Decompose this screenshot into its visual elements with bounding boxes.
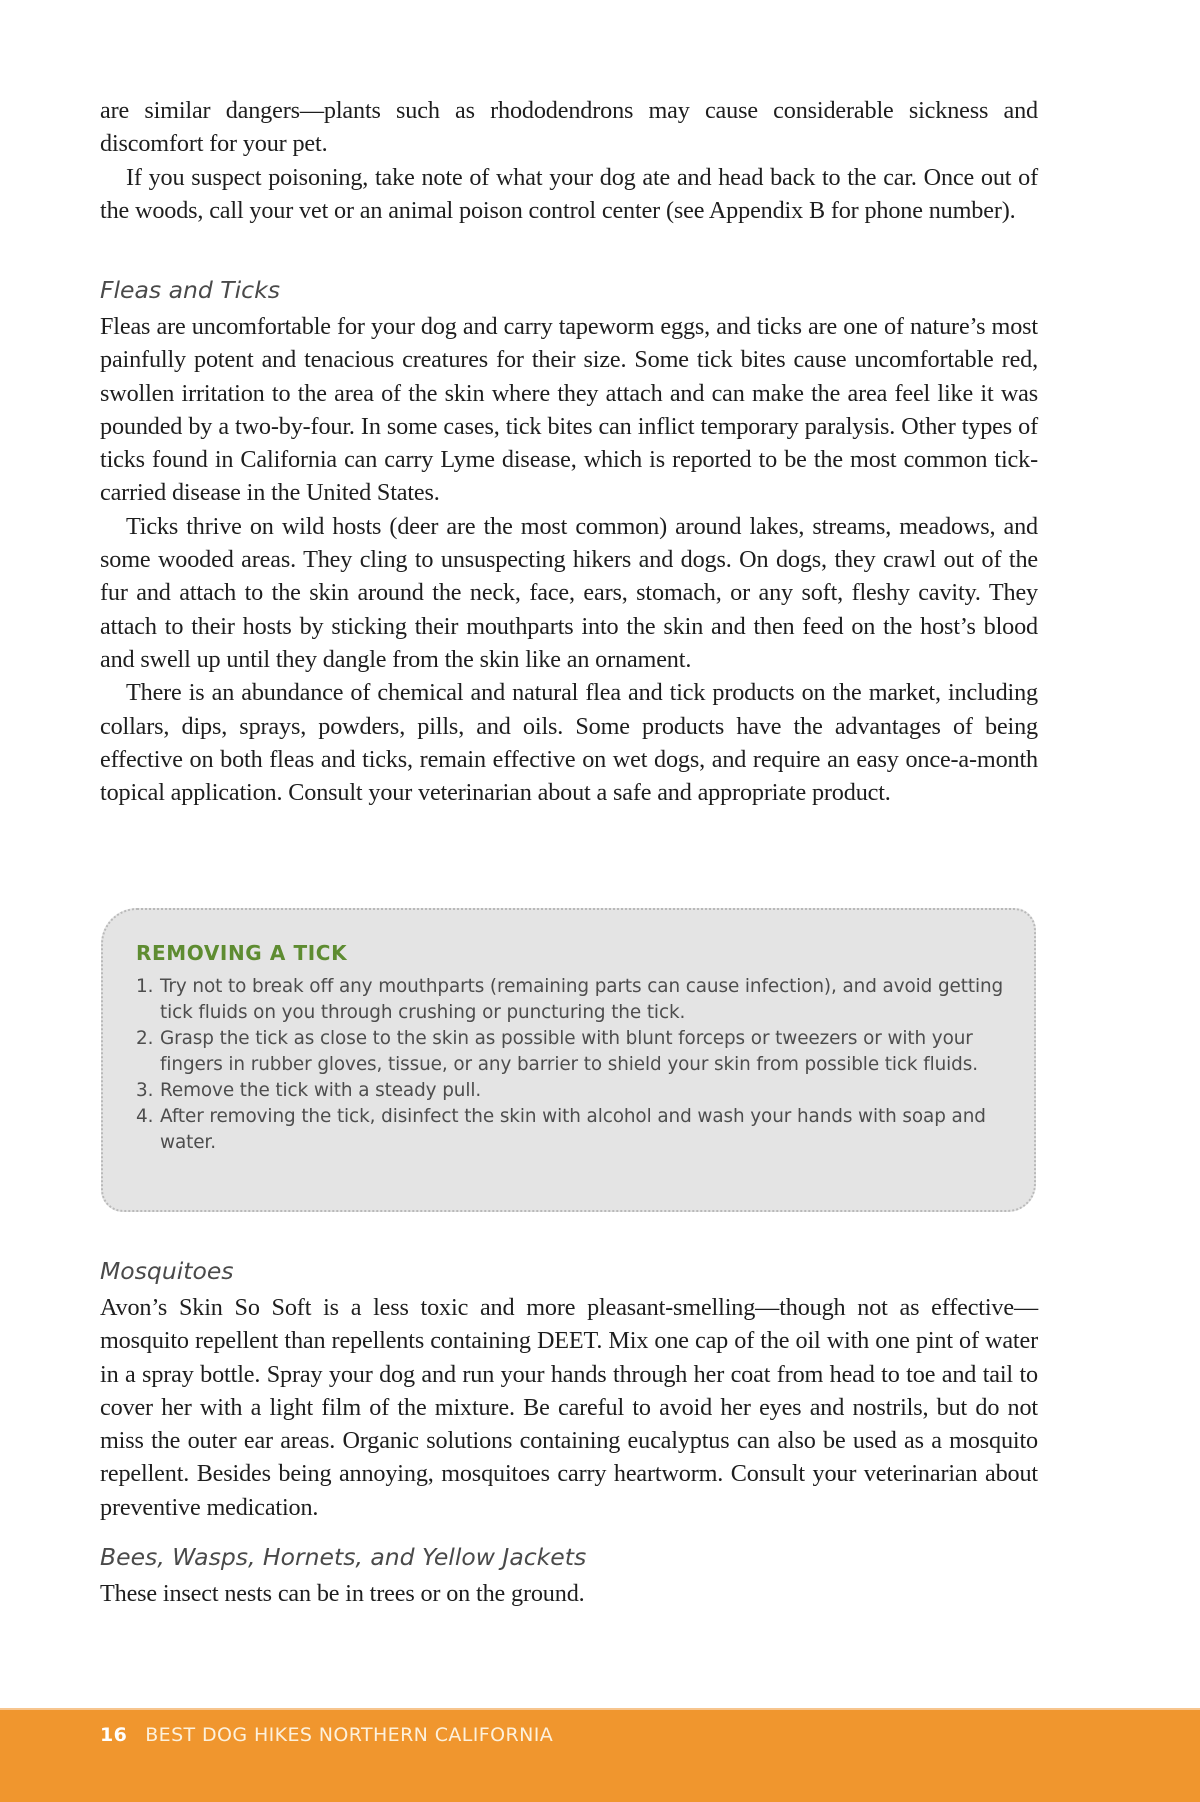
step-number: 2. [136,1028,154,1049]
removing-a-tick-callout [101,908,1036,1212]
step-text: Grasp the tick as close to the skin as possible with blunt forceps or tweezers or with your fingers in rubber gloves, tissue, or any barrier to shield your skin from possible tick fluids. [160,1028,978,1075]
page-footer [0,1708,1200,1802]
step-number: 3. [136,1080,154,1101]
fleas-paragraph-1: Fleas are uncomfortable for your dog and carry tapeworm eggs, and ticks are one of nature’s most painfully potent and tenacious creatures for their size. Some tick bites cause uncomfortable red, swollen irritation to the area of the skin where they attach and can make the area feel like it was pounded by a two-by-four. In some cases, tick bites can inflict temporary paralysis. Other types of ticks found in California can carry Lyme disease, which is reported to be the most common tick-carried disease in the United States. [100,313,1038,507]
mosquitoes-paragraph: Avon’s Skin So Soft is a less toxic and more pleasant-smelling—though not as effective—mosquito repellent than repellents containing DEET. Mix one cap of the oil with one pint of water in a spray bottle. Spray your dog and run your hands through her coat from head to toe and tail to cover her with a light film of the mixture. Be careful to avoid her eyes and nostrils, but do not miss the outer ear areas. Organic solutions containing eucalyptus can also be used as a mosquito repellent. Besides being annoying, mosquitoes carry heartworm. Consult your veterinarian about preventive medication. [100,1294,1038,1521]
bees-heading: Bees, Wasps, Hornets, and Yellow Jackets [100,1543,587,1571]
callout-title: REMOVING A TICK [136,941,348,965]
bees-section [100,1577,1038,1610]
step-text: After removing the tick, disinfect the skin with alcohol and wash your hands with soap and water. [160,1106,986,1153]
fleas-and-ticks-heading: Fleas and Ticks [100,276,280,304]
step-number: 4. [136,1106,154,1127]
callout-step [136,1026,1016,1078]
book-title: BEST DOG HIKES NORTHERN CALIFORNIA [145,1724,554,1746]
page-number: 16 [100,1724,128,1746]
intro-paragraph: are similar dangers—plants such as rhododendrons may cause considerable sickness and discomfort for your pet. [100,97,1038,158]
footer-content [100,1724,553,1746]
callout-step [136,974,1016,1026]
callout-steps-list [136,974,1016,1156]
callout-step [136,1078,1016,1104]
fleas-paragraph-3: There is an abundance of chemical and natural flea and tick products on the market, including collars, dips, sprays, powders, pills, and oils. Some products have the advantages of being effective on both fleas and ticks, remain effective on wet dogs, and require an easy once-a-month topical application. Consult your veterinarian about a safe and appropriate product. [100,679,1038,807]
step-number: 1. [136,976,154,997]
callout-step [136,1104,1016,1156]
fleas-paragraph-2: Ticks thrive on wild hosts (deer are the most common) around lakes, streams, meadows, and some wooded areas. They cling to unsuspecting hikers and dogs. On dogs, they crawl out of the fur and attach to the skin around the neck, face, ears, stomach, or any soft, fleshy cavity. They attach to their hosts by sticking their mouthparts into the skin and then feed on the host’s blood and swell up until they dangle from the skin like an ornament. [100,512,1038,673]
mosquitoes-section [100,1291,1038,1524]
step-text: Remove the tick with a steady pull. [160,1080,482,1101]
bees-paragraph: These insect nests can be in trees or on the ground. [100,1580,585,1607]
mosquitoes-heading: Mosquitoes [100,1257,234,1285]
poisoning-paragraph: If you suspect poisoning, take note of what your dog ate and head back to the car. Once out of the woods, call your vet or an animal poison control center (see Appendix B for phone number). [100,163,1038,224]
intro-section [100,94,1038,227]
step-text: Try not to break off any mouthparts (remaining parts can cause infection), and avoid getting tick fluids on you through crushing or puncturing the tick. [160,976,1004,1023]
fleas-and-ticks-section [100,310,1038,809]
